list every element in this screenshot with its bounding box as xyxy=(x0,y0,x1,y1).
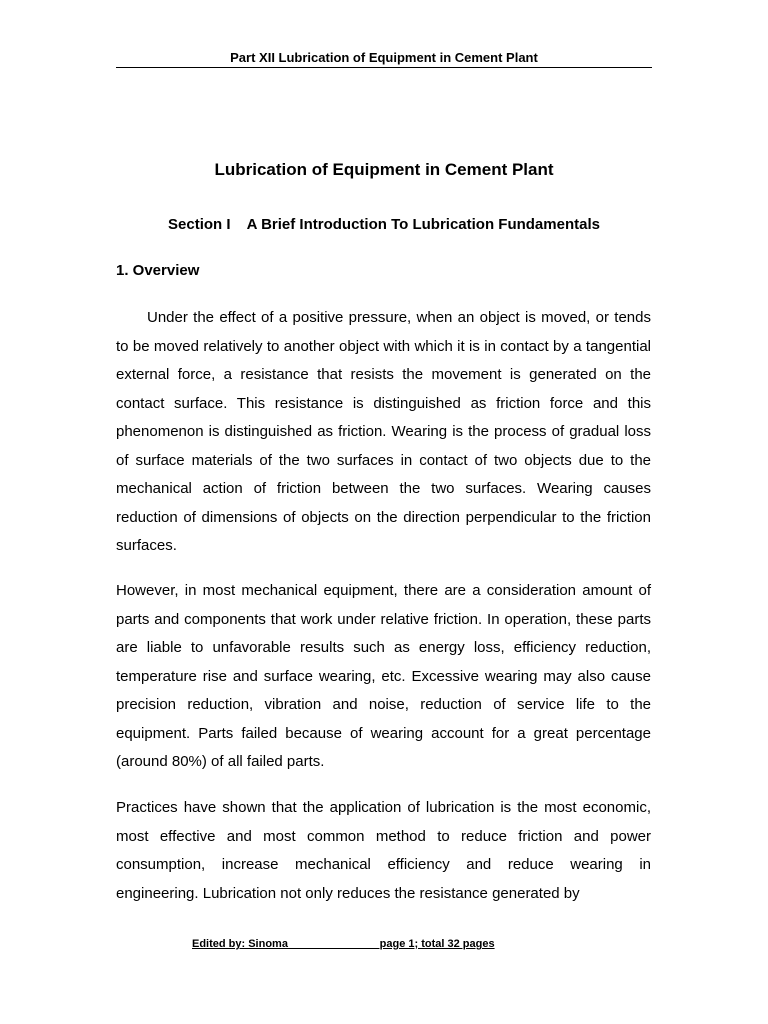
document-title: Lubrication of Equipment in Cement Plant xyxy=(214,160,554,179)
body-paragraph: However, in most mechanical equipment, there are a consideration amount of parts and components that work under relative friction. In operation, these parts are liable to unfavorable results such as energy loss, efficiency reduction, temperature rise and surface wearing, etc. Excessive wearing may also cause precision reduction, vibration and noise, reduction of service life to the equipment. Parts failed because of wearing account for a great percentage (around 80%) of all failed parts. xyxy=(116,582,651,770)
section-heading: Section I A Brief Introduction To Lubrication Fundamentals xyxy=(168,216,600,233)
page-footer: Edited by: Sinoma page 1; total 32 pages xyxy=(192,938,495,950)
body-paragraph: Under the effect of a positive pressure, when an object is moved, or tends to be moved relatively to another object with which it is in contact by a tangential external force, a resistance that resists the movement is generated on the contact surface. This resistance is distinguished as friction force and this phenomenon is distinguished as friction. Wearing is the process of gradual loss of surface materials of the two surfaces in contact of two objects due to the mechanical action of friction between the two surfaces. Wearing causes reduction of dimensions of objects on the direction perpendicular to the friction surfaces. xyxy=(116,309,651,554)
running-header: Part XII Lubrication of Equipment in Cement Plant xyxy=(230,50,538,65)
overview-heading: 1. Overview xyxy=(116,262,200,279)
header-divider xyxy=(116,67,652,68)
body-paragraph: Practices have shown that the application of lubrication is the most economic, most effective and most common method to reduce friction and power consumption, increase mechanical efficiency and reduce wearing in engineering. Lubrication not only reduces the resistance generated by xyxy=(116,799,651,902)
